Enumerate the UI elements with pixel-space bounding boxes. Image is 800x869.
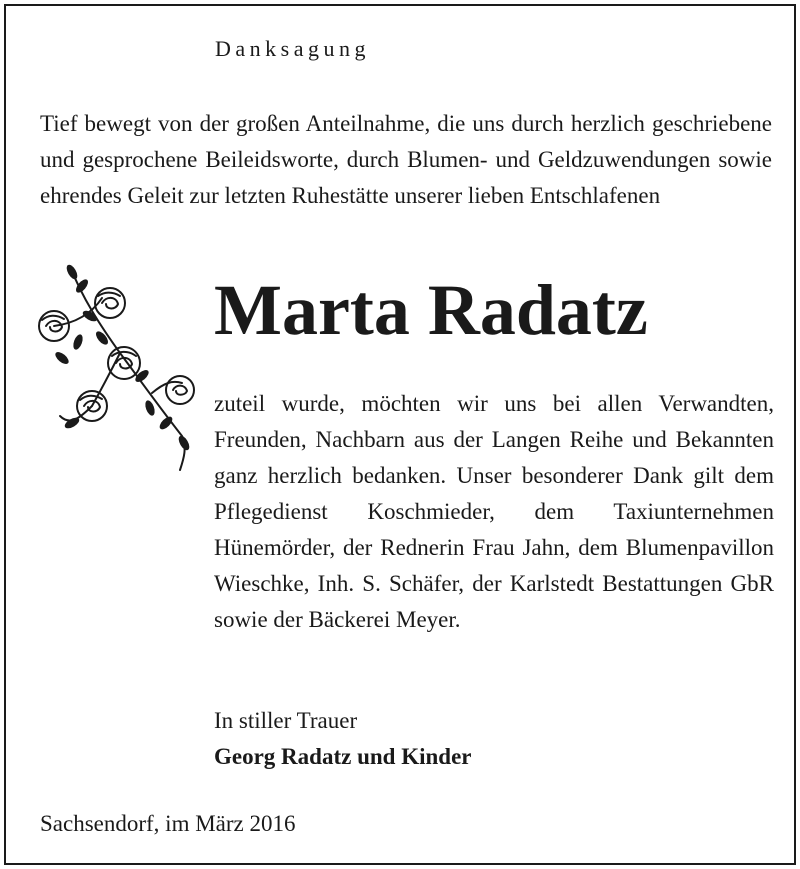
body-text: zuteil wurde, möchten wir uns bei allen Verwandten, Freunden, Nachbarn aus der Langen Reihe und Bekannten ganz herzlich bedanken. Unser besonderer Dank gilt dem Pflegedienst Koschmieder, dem Taxiunternehmen Hünemörder, der Rednerin Frau Jahn, dem Blumenpavillon Wieschke, Inh. S. Schäfer, der Karlstedt Bestattungen GbR sowie der Bäckerei Meyer. [214, 391, 774, 632]
notice-frame [4, 4, 796, 865]
roses-icon [32, 258, 212, 473]
mourning-line: In stiller Trauer [214, 708, 358, 733]
deceased-name: Marta Radatz [214, 270, 648, 350]
place-date: Sachsendorf, im März 2016 [40, 811, 296, 836]
intro-text: Tief bewegt von der großen Anteilnahme, die uns durch herzlich geschriebene und gesprochene Beileidsworte, durch Blumen- und Geldzuwendungen sowie ehrendes Geleit zur letzten Ruhestätte unserer lieben Entschlafenen [40, 111, 772, 208]
heading: Danksagung [215, 36, 370, 61]
family-signature: Georg Radatz und Kinder [214, 744, 472, 769]
